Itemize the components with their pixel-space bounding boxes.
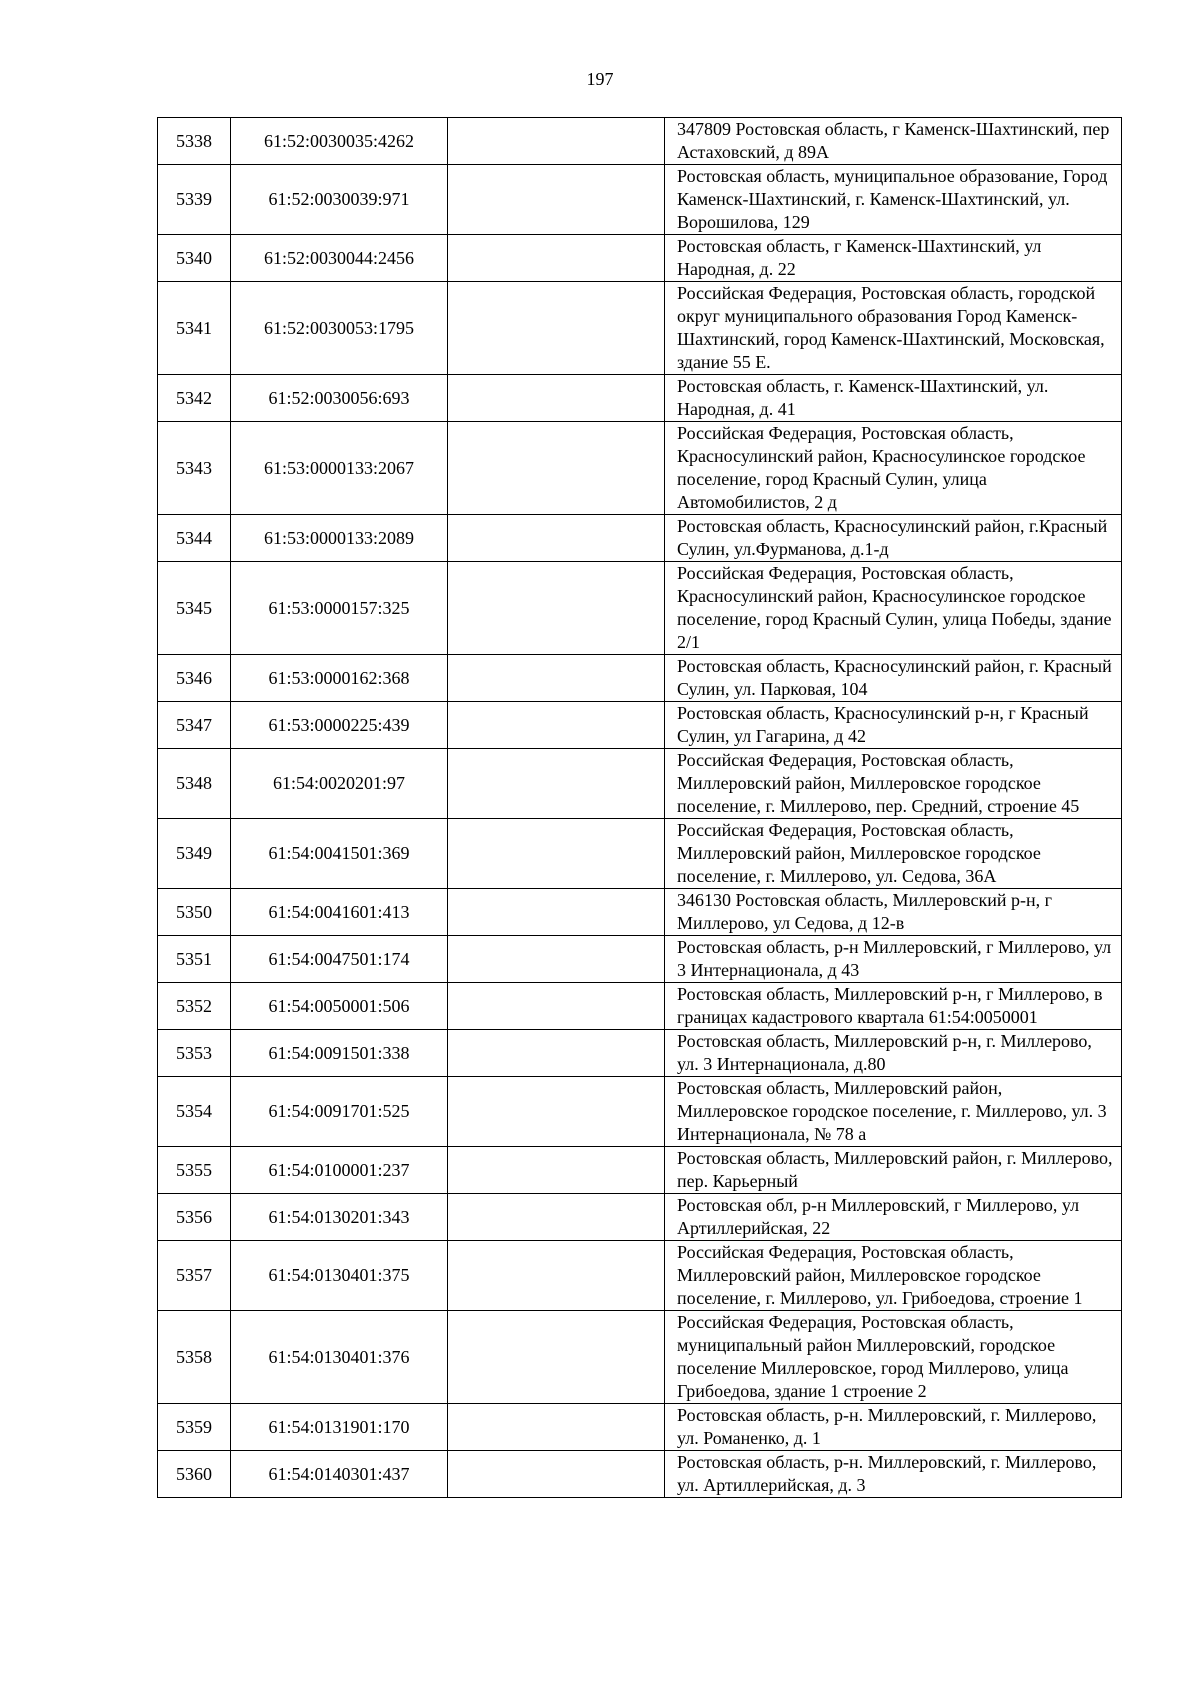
empty-cell [448,375,665,422]
row-number: 5339 [158,165,231,235]
table-row [158,702,1122,749]
cadastral-number: 61:53:0000133:2067 [231,422,448,515]
row-number: 5360 [158,1451,231,1498]
table-row [158,1311,1122,1404]
empty-cell [448,118,665,165]
table-row [158,1404,1122,1451]
row-number: 5355 [158,1147,231,1194]
table-row [158,1030,1122,1077]
address: 346130 Ростовская область, Миллеровский р-н, г Миллерово, ул Седова, д 12-в [665,889,1122,936]
row-number: 5344 [158,515,231,562]
address: Российская Федерация, Ростовская область, Миллеровский район, Миллеровское городское поселение, г. Миллерово, пер. Средний, строение 45 [665,749,1122,819]
address: Российская Федерация, Ростовская область, Красносулинский район, Красносулинское городское поселение, город Красный Сулин, улица Автомобилистов, 2 д [665,422,1122,515]
table-row [158,1077,1122,1147]
address: Ростовская область, Миллеровский р-н, г. Миллерово, ул. 3 Интернационала, д.80 [665,1030,1122,1077]
table-row [158,819,1122,889]
empty-cell [448,936,665,983]
table-row [158,375,1122,422]
address: Российская Федерация, Ростовская область, Миллеровский район, Миллеровское городское поселение, г. Миллерово, ул. Грибоедова, строение 1 [665,1241,1122,1311]
table-row [158,1147,1122,1194]
empty-cell [448,1194,665,1241]
cadastral-number: 61:54:0130401:375 [231,1241,448,1311]
address: 347809 Ростовская область, г Каменск-Шахтинский, пер Астаховский, д 89А [665,118,1122,165]
cadastral-number: 61:54:0140301:437 [231,1451,448,1498]
address: Российская Федерация, Ростовская область, городской округ муниципального образования Город Каменск-Шахтинский, город Каменск-Шахтинский, Московская, здание 55 Е. [665,282,1122,375]
cadastral-number: 61:52:0030044:2456 [231,235,448,282]
cadastral-number: 61:54:0130401:376 [231,1311,448,1404]
row-number: 5340 [158,235,231,282]
row-number: 5346 [158,655,231,702]
address: Ростовская область, г Каменск-Шахтинский, ул Народная, д. 22 [665,235,1122,282]
cadastral-number: 61:54:0020201:97 [231,749,448,819]
table-row [158,749,1122,819]
address: Ростовская область, муниципальное образование, Город Каменск-Шахтинский, г. Каменск-Шахтинский, ул. Ворошилова, 129 [665,165,1122,235]
address: Ростовская область, Красносулинский район, г. Красный Сулин, ул. Парковая, 104 [665,655,1122,702]
empty-cell [448,1077,665,1147]
table-row [158,282,1122,375]
address: Ростовская область, Красносулинский р-н, г Красный Сулин, ул Гагарина, д 42 [665,702,1122,749]
row-number: 5345 [158,562,231,655]
cadastral-number: 61:53:0000157:325 [231,562,448,655]
cadastral-number: 61:52:0030053:1795 [231,282,448,375]
cadastral-number: 61:54:0041601:413 [231,889,448,936]
empty-cell [448,515,665,562]
table-row [158,1451,1122,1498]
address: Ростовская область, г. Каменск-Шахтинский, ул. Народная, д. 41 [665,375,1122,422]
address: Российская Федерация, Ростовская область, Миллеровский район, Миллеровское городское поселение, г. Миллерово, ул. Седова, 36А [665,819,1122,889]
row-number: 5347 [158,702,231,749]
table-row [158,165,1122,235]
table-row [158,1241,1122,1311]
empty-cell [448,1404,665,1451]
cadastral-number: 61:53:0000162:368 [231,655,448,702]
row-number: 5359 [158,1404,231,1451]
cadastral-number: 61:54:0091701:525 [231,1077,448,1147]
cadastral-number: 61:54:0130201:343 [231,1194,448,1241]
row-number: 5338 [158,118,231,165]
row-number: 5341 [158,282,231,375]
table-row [158,118,1122,165]
row-number: 5343 [158,422,231,515]
cadastral-number: 61:54:0041501:369 [231,819,448,889]
empty-cell [448,889,665,936]
address: Ростовская обл, р-н Миллеровский, г Миллерово, ул Артиллерийская, 22 [665,1194,1122,1241]
row-number: 5353 [158,1030,231,1077]
cadastral-number: 61:54:0050001:506 [231,983,448,1030]
address: Ростовская область, Миллеровский район, Миллеровское городское поселение, г. Миллерово, ул. 3 Интернационала, № 78 а [665,1077,1122,1147]
empty-cell [448,235,665,282]
row-number: 5350 [158,889,231,936]
empty-cell [448,655,665,702]
empty-cell [448,422,665,515]
empty-cell [448,819,665,889]
cadastral-number: 61:52:0030056:693 [231,375,448,422]
empty-cell [448,749,665,819]
registry-table-body [158,118,1122,1498]
row-number: 5351 [158,936,231,983]
row-number: 5356 [158,1194,231,1241]
address: Ростовская область, Миллеровский район, г. Миллерово, пер. Карьерный [665,1147,1122,1194]
empty-cell [448,1030,665,1077]
cadastral-number: 61:53:0000225:439 [231,702,448,749]
cadastral-number: 61:54:0091501:338 [231,1030,448,1077]
table-row [158,562,1122,655]
table-row [158,936,1122,983]
empty-cell [448,1311,665,1404]
empty-cell [448,702,665,749]
row-number: 5348 [158,749,231,819]
table-row [158,1194,1122,1241]
empty-cell [448,1241,665,1311]
table-row [158,889,1122,936]
table-row [158,235,1122,282]
cadastral-number: 61:54:0100001:237 [231,1147,448,1194]
page-number: 197 [586,69,614,89]
table-row [158,655,1122,702]
address: Ростовская область, р-н. Миллеровский, г. Миллерово, ул. Артиллерийская, д. 3 [665,1451,1122,1498]
row-number: 5357 [158,1241,231,1311]
row-number: 5358 [158,1311,231,1404]
registry-table [157,117,1122,1498]
cadastral-number: 61:52:0030039:971 [231,165,448,235]
empty-cell [448,1451,665,1498]
empty-cell [448,165,665,235]
empty-cell [448,282,665,375]
table-row [158,983,1122,1030]
table-row [158,422,1122,515]
cadastral-number: 61:54:0131901:170 [231,1404,448,1451]
empty-cell [448,1147,665,1194]
cadastral-number: 61:52:0030035:4262 [231,118,448,165]
row-number: 5342 [158,375,231,422]
address: Российская Федерация, Ростовская область, муниципальный район Миллеровский, городское поселение Миллеровское, город Миллерово, улица Грибоедова, здание 1 строение 2 [665,1311,1122,1404]
address: Ростовская область, р-н. Миллеровский, г. Миллерово, ул. Романенко, д. 1 [665,1404,1122,1451]
table-row [158,515,1122,562]
row-number: 5352 [158,983,231,1030]
row-number: 5349 [158,819,231,889]
address: Ростовская область, р-н Миллеровский, г Миллерово, ул 3 Интернационала, д 43 [665,936,1122,983]
address: Ростовская область, Красносулинский район, г.Красный Сулин, ул.Фурманова, д.1-д [665,515,1122,562]
row-number: 5354 [158,1077,231,1147]
empty-cell [448,983,665,1030]
cadastral-number: 61:53:0000133:2089 [231,515,448,562]
address: Российская Федерация, Ростовская область, Красносулинский район, Красносулинское городское поселение, город Красный Сулин, улица Победы, здание 2/1 [665,562,1122,655]
address: Ростовская область, Миллеровский р-н, г Миллерово, в границах кадастрового квартала 61:54:0050001 [665,983,1122,1030]
cadastral-number: 61:54:0047501:174 [231,936,448,983]
empty-cell [448,562,665,655]
